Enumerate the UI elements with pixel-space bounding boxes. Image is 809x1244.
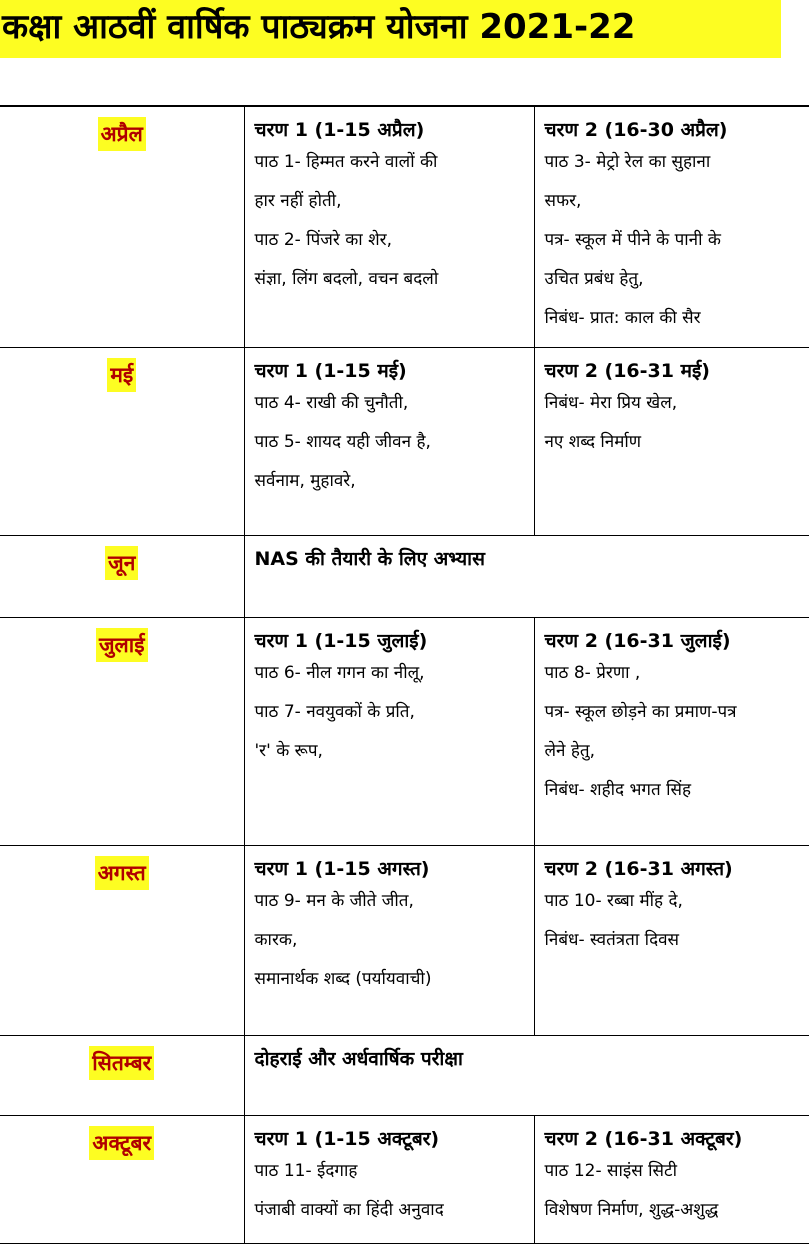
phase1-heading: चरण 1 (1-15 अगस्त) bbox=[254, 857, 430, 880]
syllabus-line: उचित प्रबंध हेतु, bbox=[544, 269, 644, 289]
syllabus-line: कारक, bbox=[254, 929, 298, 950]
syllabus-line: पाठ 12- साइंस सिटी bbox=[544, 1160, 678, 1181]
page-title: कक्षा आठवीं वार्षिक पाठ्यक्रम योजना 2021-22 bbox=[2, 7, 636, 47]
syllabus-line: निबंध- प्रात: काल की सैर bbox=[544, 308, 701, 328]
month-label: जुलाई bbox=[96, 628, 148, 662]
full-width-cell bbox=[244, 535, 809, 617]
phase1-cell bbox=[244, 845, 534, 1035]
month-row bbox=[0, 1035, 809, 1115]
phase1-heading: चरण 1 (1-15 अप्रैल) bbox=[254, 119, 425, 141]
syllabus-table-body bbox=[0, 106, 809, 1243]
phase2-heading: चरण 2 (16-31 जुलाई) bbox=[544, 629, 731, 652]
syllabus-line: पाठ 2- पिंजरे का शेर, bbox=[254, 230, 393, 250]
syllabus-line: समानार्थक शब्द (पर्यायवाची) bbox=[254, 968, 432, 989]
syllabus-line: 'र' के रूप, bbox=[254, 740, 323, 761]
phase1-cell bbox=[244, 106, 534, 347]
syllabus-line: पाठ 4- राखी की चुनौती, bbox=[254, 392, 409, 413]
month-cell bbox=[0, 106, 244, 347]
title-banner bbox=[0, 0, 781, 58]
syllabus-line: पत्र- स्कूल में पीने के पानी के bbox=[544, 230, 721, 250]
phase2-heading: चरण 2 (16-31 अगस्त) bbox=[544, 857, 733, 880]
month-cell bbox=[0, 617, 244, 845]
month-label: अप्रैल bbox=[98, 117, 146, 151]
month-cell bbox=[0, 1035, 244, 1115]
month-label: अगस्त bbox=[95, 856, 149, 890]
syllabus-line: पत्र- स्कूल छोड़ने का प्रमाण-पत्र bbox=[544, 701, 737, 722]
month-cell bbox=[0, 1115, 244, 1243]
activity-text: दोहराई और अर्धवार्षिक परीक्षा bbox=[254, 1047, 463, 1070]
syllabus-line: सर्वनाम, मुहावरे, bbox=[254, 470, 356, 491]
month-label: सितम्बर bbox=[89, 1046, 154, 1080]
phase2-cell bbox=[534, 845, 809, 1035]
month-row bbox=[0, 106, 809, 347]
month-row bbox=[0, 1115, 809, 1243]
syllabus-line: नए शब्द निर्माण bbox=[544, 431, 642, 452]
phase2-cell bbox=[534, 347, 809, 535]
syllabus-line: पाठ 3- मेट्रो रेल का सुहाना bbox=[544, 152, 711, 172]
month-cell bbox=[0, 845, 244, 1035]
syllabus-line: विशेषण निर्माण, शुद्ध-अशुद्ध bbox=[544, 1199, 719, 1220]
syllabus-line: पाठ 8- प्रेरणा , bbox=[544, 662, 641, 683]
phase1-heading: चरण 1 (1-15 मई) bbox=[254, 359, 407, 382]
phase1-cell bbox=[244, 1115, 534, 1243]
phase2-heading: चरण 2 (16-31 मई) bbox=[544, 359, 710, 382]
month-row bbox=[0, 535, 809, 617]
syllabus-line: पाठ 6- नील गगन का नीलू, bbox=[254, 662, 425, 683]
syllabus-table bbox=[0, 105, 809, 1244]
month-label: अक्टूबर bbox=[89, 1126, 154, 1160]
syllabus-line: पाठ 11- ईदगाह bbox=[254, 1160, 358, 1181]
month-cell bbox=[0, 347, 244, 535]
phase2-heading: चरण 2 (16-31 अक्टूबर) bbox=[544, 1127, 743, 1150]
syllabus-line: निबंध- स्वतंत्रता दिवस bbox=[544, 929, 680, 950]
phase2-cell bbox=[534, 1115, 809, 1243]
syllabus-line: हार नहीं होती, bbox=[254, 191, 342, 211]
phase2-cell bbox=[534, 617, 809, 845]
full-width-cell bbox=[244, 1035, 809, 1115]
phase1-cell bbox=[244, 347, 534, 535]
month-row bbox=[0, 845, 809, 1035]
syllabus-line: पाठ 5- शायद यही जीवन है, bbox=[254, 431, 431, 452]
month-label: मई bbox=[107, 358, 136, 392]
phase1-cell bbox=[244, 617, 534, 845]
syllabus-line: लेने हेतु, bbox=[544, 740, 595, 761]
syllabus-line: सफर, bbox=[544, 191, 582, 211]
syllabus-line: निबंध- शहीद भगत सिंह bbox=[544, 779, 691, 800]
syllabus-line: पाठ 9- मन के जीते जीत, bbox=[254, 890, 414, 911]
phase1-heading: चरण 1 (1-15 जुलाई) bbox=[254, 629, 428, 652]
month-cell bbox=[0, 535, 244, 617]
syllabus-line: पंजाबी वाक्यों का हिंदी अनुवाद bbox=[254, 1199, 444, 1220]
syllabus-line: पाठ 7- नवयुवकों के प्रति, bbox=[254, 701, 415, 722]
month-label: जून bbox=[105, 546, 138, 580]
phase1-heading: चरण 1 (1-15 अक्टूबर) bbox=[254, 1127, 440, 1150]
syllabus-line: पाठ 1- हिम्मत करने वालों की bbox=[254, 152, 438, 172]
syllabus-line: संज्ञा, लिंग बदलो, वचन बदलो bbox=[254, 269, 439, 289]
syllabus-line: पाठ 10- रब्बा मींह दे, bbox=[544, 890, 683, 911]
month-row bbox=[0, 347, 809, 535]
activity-text: NAS की तैयारी के लिए अभ्यास bbox=[254, 547, 485, 570]
syllabus-line: निबंध- मेरा प्रिय खेल, bbox=[544, 392, 678, 413]
phase2-cell bbox=[534, 106, 809, 347]
month-row bbox=[0, 617, 809, 845]
phase2-heading: चरण 2 (16-30 अप्रैल) bbox=[544, 119, 728, 141]
